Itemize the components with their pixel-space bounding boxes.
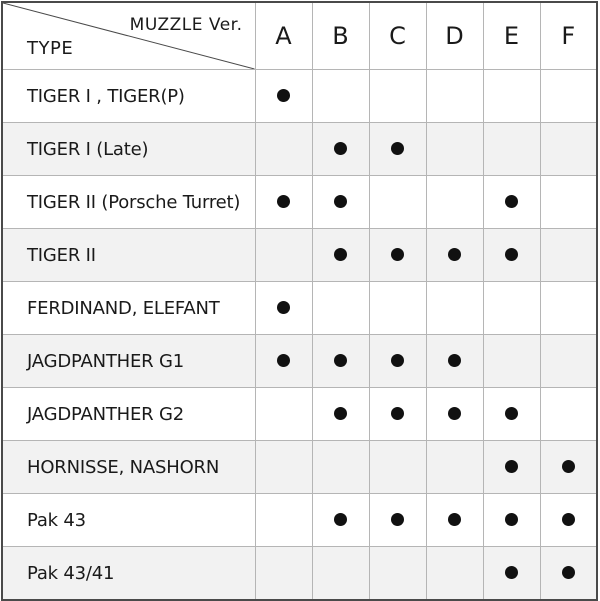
compatible-dot-icon [562,566,575,579]
type-cell: Pak 43/41 [2,547,255,601]
compatible-dot-icon [448,513,461,526]
compat-cell-e [483,70,540,123]
compatible-dot-icon [334,354,347,367]
table-row [2,388,597,441]
type-cell: TIGER II (Porsche Turret) [2,176,255,229]
compat-cell-e [483,123,540,176]
compat-cell-f [540,547,597,601]
compat-cell-a [255,282,312,335]
compatible-dot-icon [391,407,404,420]
compat-cell-d [426,388,483,441]
table-row [2,441,597,494]
muzzle-compatibility-table [1,1,598,601]
compatible-dot-icon [505,513,518,526]
compatible-dot-icon [505,566,518,579]
compat-cell-c [369,494,426,547]
type-cell: JAGDPANTHER G2 [2,388,255,441]
table-row [2,229,597,282]
compat-cell-e [483,282,540,335]
compat-cell-a [255,441,312,494]
column-header-a: A [255,2,312,70]
compat-cell-a [255,123,312,176]
compat-cell-b [312,176,369,229]
compat-cell-b [312,123,369,176]
compatible-dot-icon [277,354,290,367]
type-cell: FERDINAND, ELEFANT [2,282,255,335]
column-header-f: F [540,2,597,70]
compat-cell-d [426,441,483,494]
compatible-dot-icon [277,195,290,208]
compatible-dot-icon [448,407,461,420]
compat-cell-e [483,547,540,601]
type-cell: TIGER I (Late) [2,123,255,176]
compatible-dot-icon [334,513,347,526]
compat-cell-c [369,547,426,601]
compat-cell-a [255,547,312,601]
compat-cell-d [426,335,483,388]
compat-cell-d [426,176,483,229]
compatible-dot-icon [505,407,518,420]
compat-cell-f [540,70,597,123]
table-row [2,176,597,229]
compat-cell-f [540,494,597,547]
compat-cell-b [312,388,369,441]
compat-cell-f [540,388,597,441]
compat-cell-b [312,335,369,388]
compatible-dot-icon [505,460,518,473]
type-label: TYPE [27,38,74,59]
compatible-dot-icon [334,142,347,155]
compatible-dot-icon [277,301,290,314]
compatible-dot-icon [562,513,575,526]
compat-cell-b [312,547,369,601]
table-row [2,335,597,388]
compatible-dot-icon [391,513,404,526]
compat-cell-e [483,388,540,441]
compat-cell-f [540,176,597,229]
compat-cell-e [483,335,540,388]
compatible-dot-icon [334,195,347,208]
compatible-dot-icon [448,354,461,367]
muzzle-version-label: MUZZLE Ver. [129,15,243,35]
compat-cell-f [540,229,597,282]
compat-cell-c [369,229,426,282]
column-header-d: D [426,2,483,70]
compat-cell-b [312,494,369,547]
compat-cell-a [255,388,312,441]
column-header-b: B [312,2,369,70]
compat-cell-d [426,229,483,282]
corner-header-cell [2,2,255,70]
compat-cell-c [369,441,426,494]
compat-cell-a [255,229,312,282]
compat-cell-b [312,282,369,335]
compatible-dot-icon [562,460,575,473]
compat-cell-c [369,176,426,229]
compatible-dot-icon [334,407,347,420]
compatible-dot-icon [505,195,518,208]
header-row [2,2,597,70]
compatible-dot-icon [391,248,404,261]
compatible-dot-icon [391,142,404,155]
compat-cell-c [369,123,426,176]
table-row [2,494,597,547]
compat-cell-a [255,494,312,547]
column-header-e: E [483,2,540,70]
table-body [2,70,597,601]
column-header-c: C [369,2,426,70]
compat-cell-c [369,335,426,388]
compat-cell-d [426,494,483,547]
type-cell: TIGER I , TIGER(P) [2,70,255,123]
compat-cell-e [483,176,540,229]
table-row [2,123,597,176]
compat-cell-f [540,282,597,335]
table-row [2,282,597,335]
compat-cell-b [312,229,369,282]
compatible-dot-icon [391,354,404,367]
compat-cell-e [483,229,540,282]
compat-cell-e [483,441,540,494]
type-cell: Pak 43 [2,494,255,547]
compat-cell-a [255,176,312,229]
type-cell: TIGER II [2,229,255,282]
compat-cell-f [540,441,597,494]
compatible-dot-icon [334,248,347,261]
compatible-dot-icon [277,89,290,102]
compatible-dot-icon [448,248,461,261]
type-cell: JAGDPANTHER G1 [2,335,255,388]
table-row [2,70,597,123]
compat-cell-c [369,282,426,335]
compat-cell-f [540,335,597,388]
compat-cell-f [540,123,597,176]
compat-cell-d [426,282,483,335]
compat-cell-d [426,547,483,601]
compat-cell-c [369,388,426,441]
diagonal-divider [3,3,255,69]
compat-cell-d [426,123,483,176]
compat-cell-a [255,70,312,123]
table-row [2,547,597,601]
compatible-dot-icon [505,248,518,261]
compat-cell-e [483,494,540,547]
type-cell: HORNISSE, NASHORN [2,441,255,494]
compat-cell-a [255,335,312,388]
compat-cell-c [369,70,426,123]
compat-cell-b [312,441,369,494]
compat-cell-d [426,70,483,123]
compat-cell-b [312,70,369,123]
